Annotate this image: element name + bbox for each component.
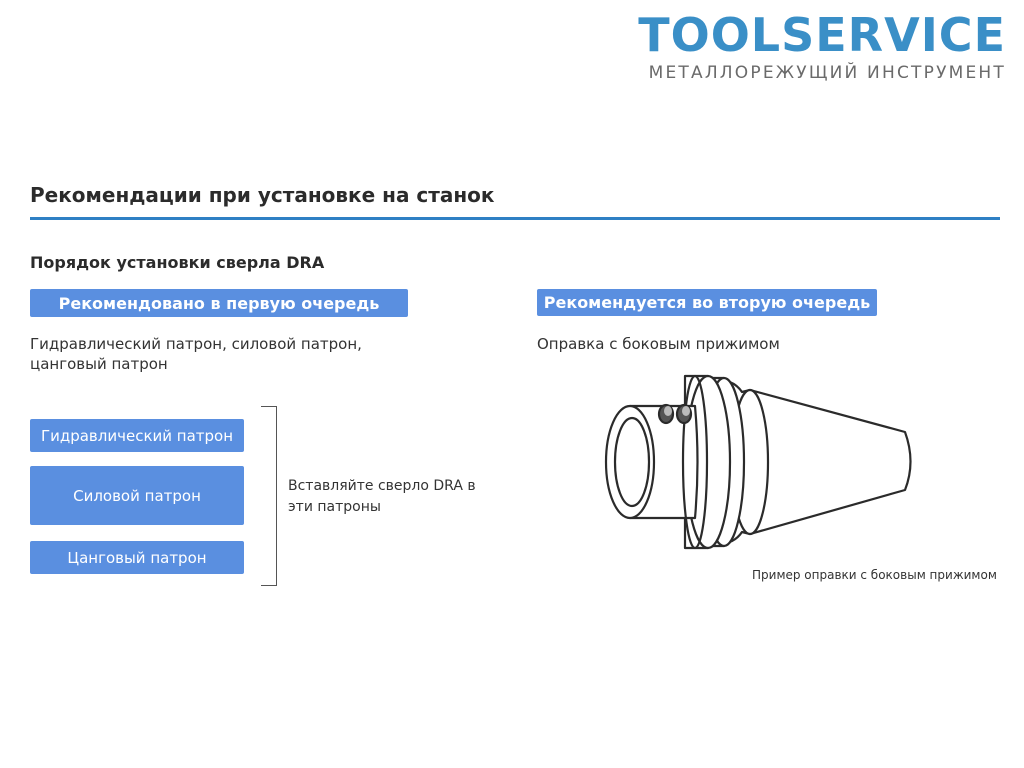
insert-instruction: Вставляйте сверло DRA в эти патроны [288,478,476,515]
first-choice-banner: Рекомендовано в первую очередь [30,289,408,317]
side-lock-holder-drawing [600,372,920,552]
first-choice-description: Гидравлический патрон, силовой патрон, цанговый патрон [30,335,362,373]
chucks-bracket [261,406,277,586]
holder-caption: Пример оправки с боковым прижимом [752,568,997,582]
page-title: Рекомендации при установке на станок [30,183,495,207]
title-divider [30,217,1000,220]
power-chuck-label: Силовой патрон [30,466,244,525]
hydraulic-chuck-label: Гидравлический патрон [30,419,244,452]
logo-title: TOOLSERVICE [638,8,1006,62]
second-choice-description: Оправка с боковым прижимом [537,335,780,353]
second-choice-banner: Рекомендуется во вторую очередь [537,289,877,316]
collet-chuck-label: Цанговый патрон [30,541,244,574]
logo-subtitle: МЕТАЛЛОРЕЖУЩИЙ ИНСТРУМЕНТ [648,63,1006,83]
section-subtitle: Порядок установки сверла DRA [30,253,325,272]
